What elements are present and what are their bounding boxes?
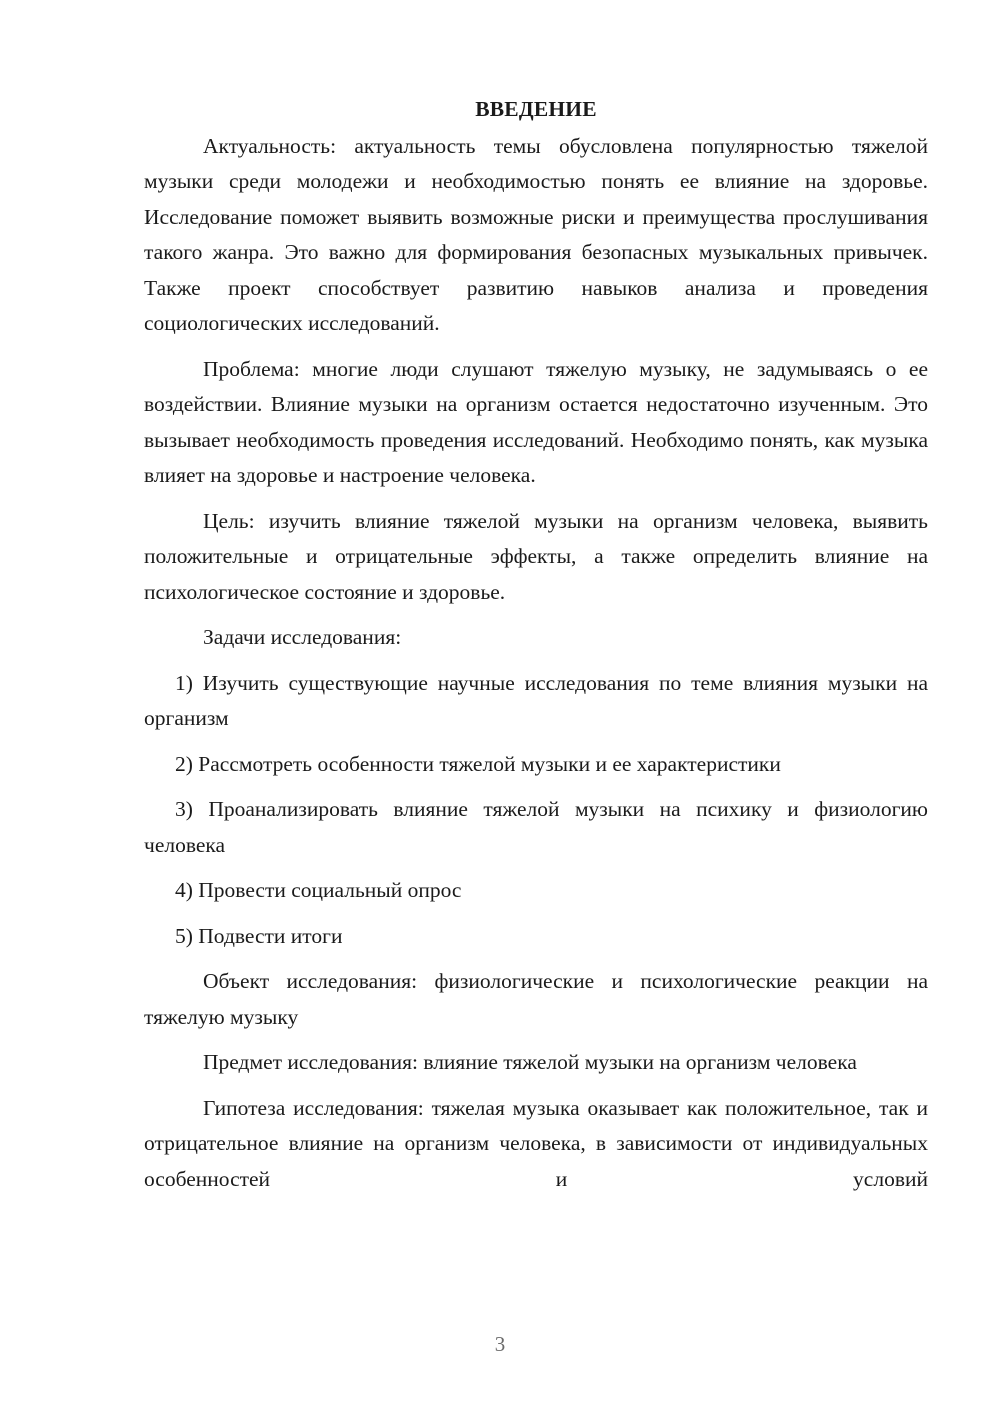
task-item: 4) Провести социальный опрос [175, 878, 462, 902]
page-number: 3 [494, 1332, 506, 1356]
goal-paragraph: Цель: изучить влияние тяжелой музыки на организм человека, выявить положительные и отрицательные эффекты, а также определить влияние на психологическое состояние и здоровье. [144, 508, 928, 604]
relevance-paragraph: Актуальность: актуальность темы обусловлена популярностью тяжелой музыки среди молодежи и необходимостью понять ее влияние на здоровье. Исследование поможет выявить возможные риски и преимущества прослушивания такого жанра. Это важно для формирования безопасных музыкальных привычек. Также проект способствует развитию навыков анализа и проведения социологических исследований. [144, 133, 928, 335]
problem-paragraph: Проблема: многие люди слушают тяжелую музыку, не задумываясь о ее воздействии. Влияние музыки на организм остается недостаточно изученным. Это вызывает необходимость проведения исследований. Необходимо понять, как музыка влияет на здоровье и настроение человека. [144, 356, 928, 487]
task-item: 5) Подвести итоги [175, 923, 343, 948]
hypothesis-paragraph: Гипотеза исследования: тяжелая музыка оказывает как положительное, так и отрицательное влияние на организм человека, в зависимости от индивидуальных особенностей и условий [144, 1095, 928, 1191]
document-title: ВВЕДЕНИЕ [475, 97, 597, 121]
task-item: 1) Изучить существующие научные исследования по теме влияния музыки на организм [144, 670, 928, 730]
object-paragraph: Объект исследования: физиологические и психологические реакции на тяжелую музыку [144, 969, 928, 1029]
task-item: 3) Проанализировать влияние тяжелой музыки на психику и физиологию человека [144, 797, 928, 857]
tasks-heading: Задачи исследования: [203, 625, 402, 649]
document-page [144, 92, 928, 1197]
subject-paragraph: Предмет исследования: влияние тяжелой музыки на организм человека [203, 1050, 857, 1074]
task-item: 2) Рассмотреть особенности тяжелой музыки и ее характеристики [175, 751, 781, 776]
